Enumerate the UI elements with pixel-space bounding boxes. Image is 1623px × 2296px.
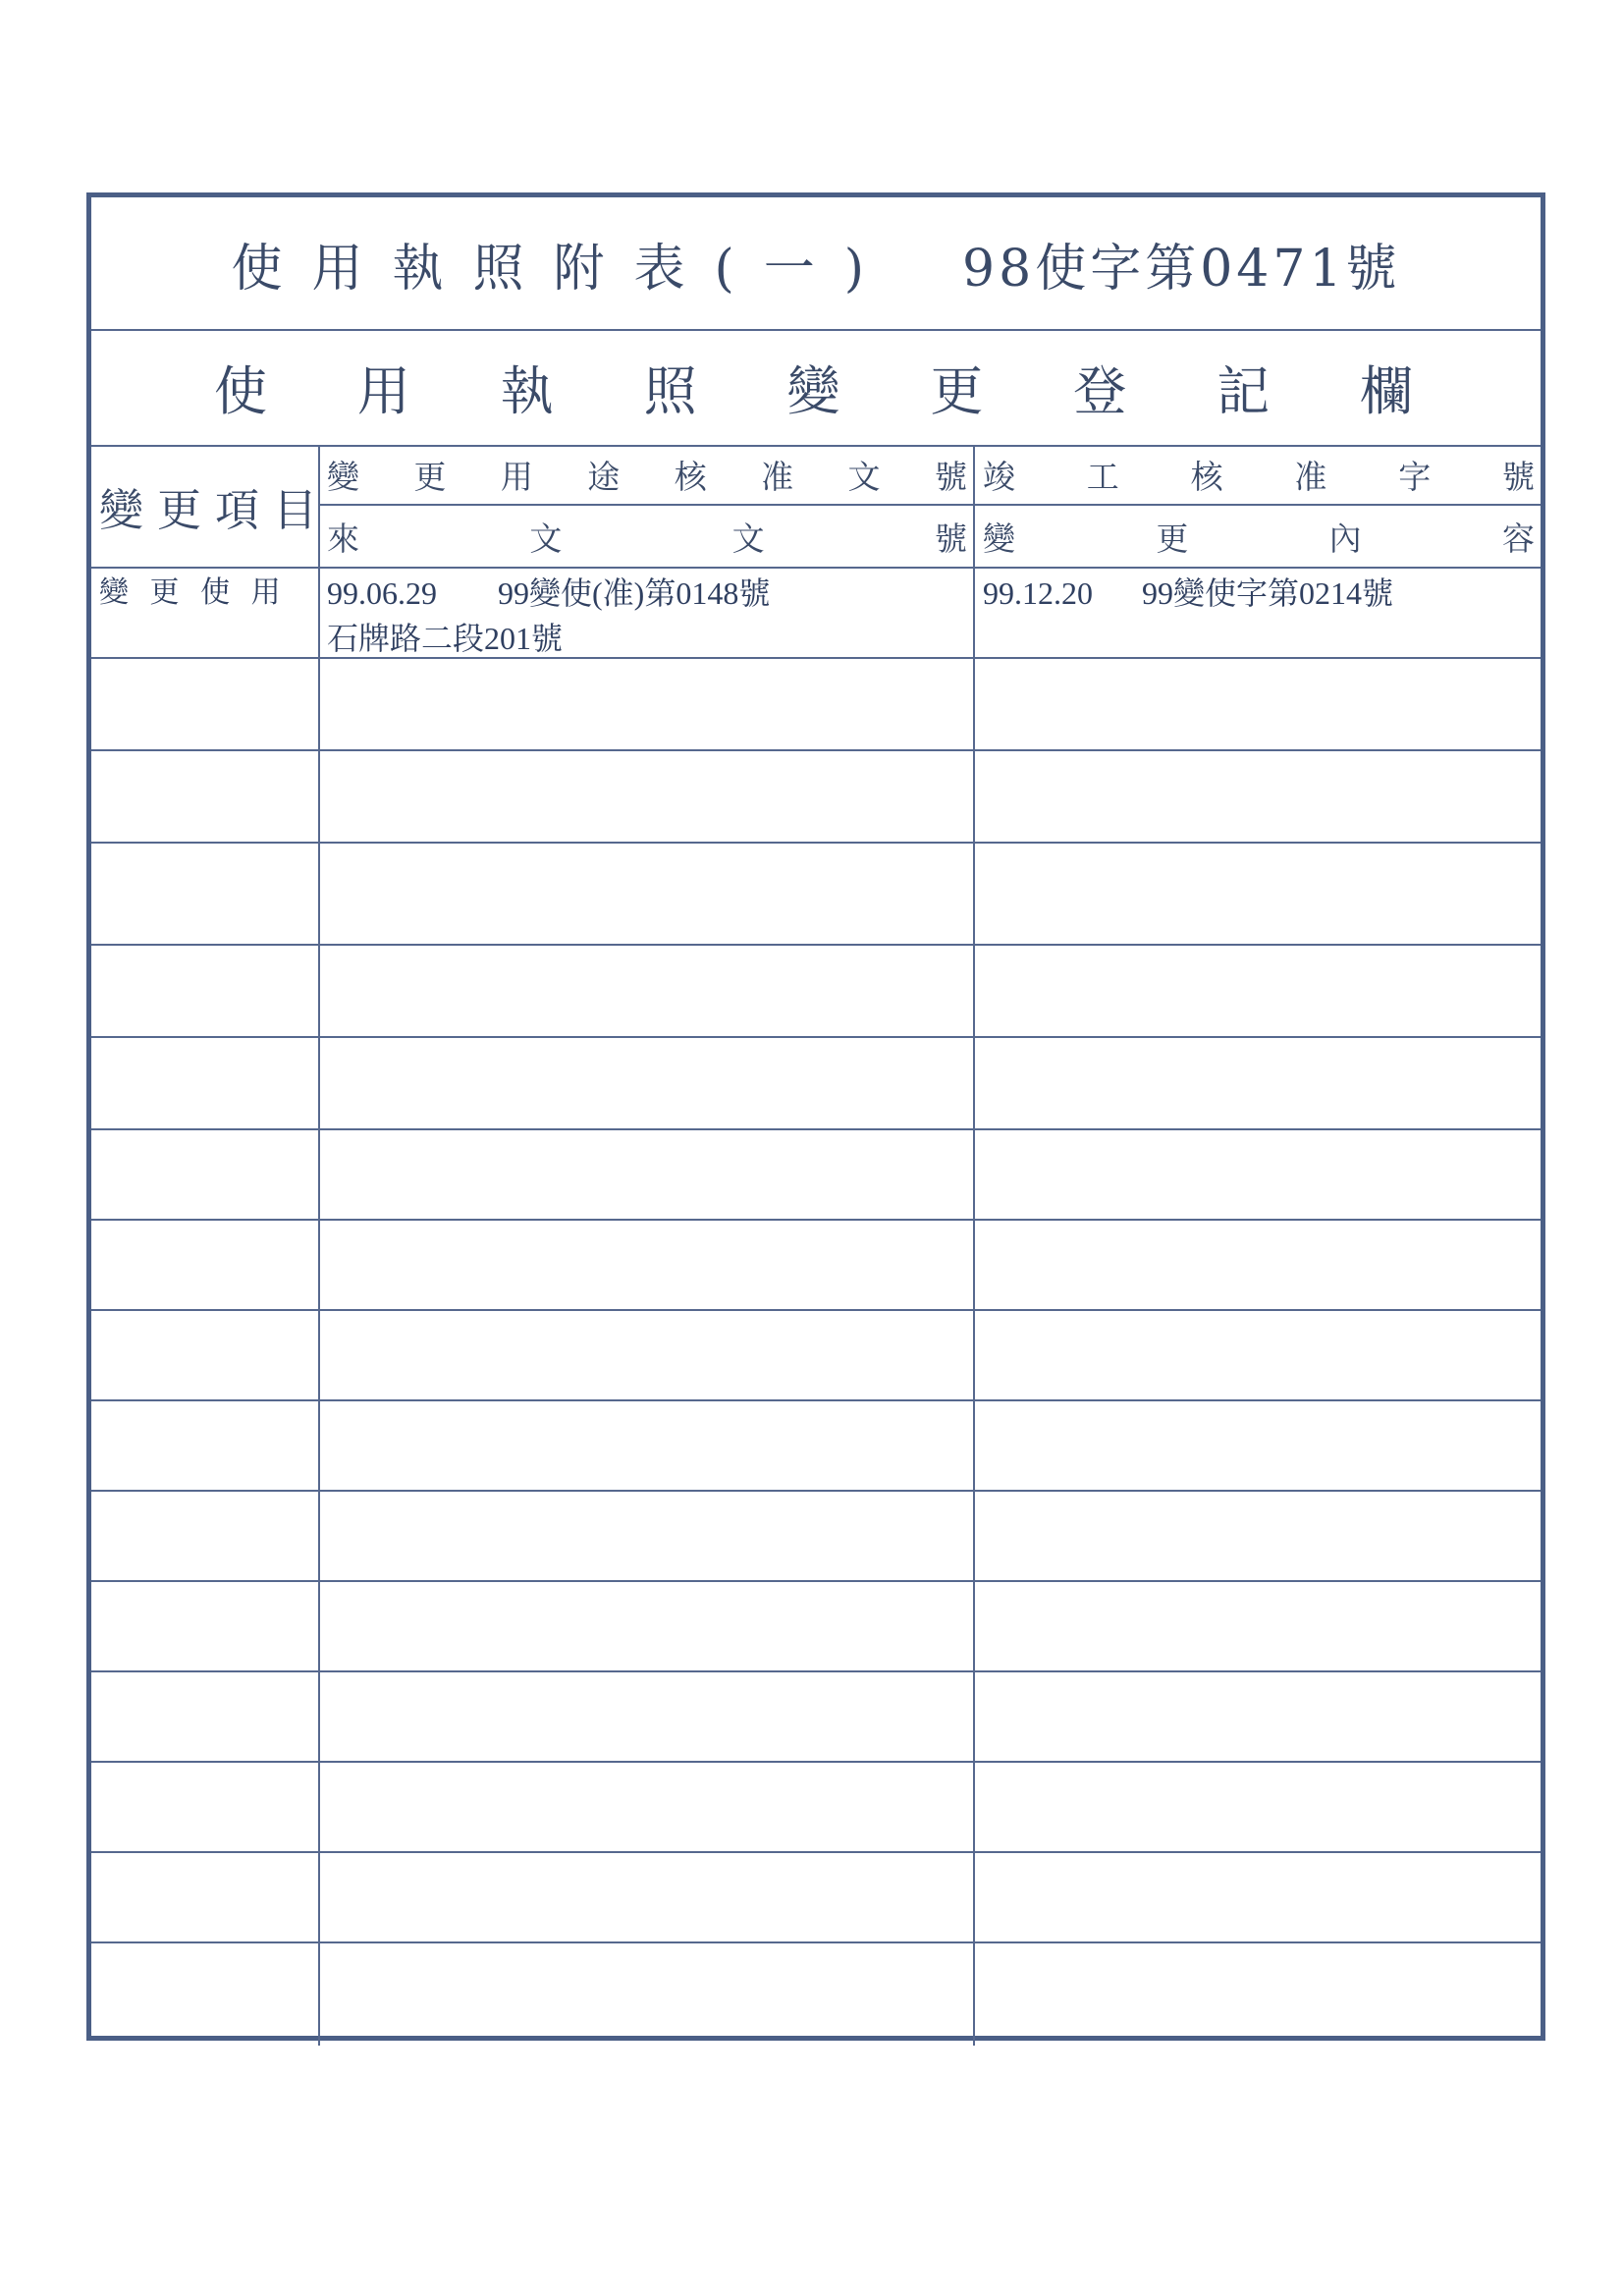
- header-char: 號: [934, 519, 967, 558]
- header-char: 內: [1328, 519, 1362, 558]
- header-char: 工: [1086, 457, 1119, 496]
- header-char: 竣: [983, 457, 1015, 496]
- divider: [91, 567, 1541, 569]
- header-char: 更: [156, 483, 201, 536]
- row-divider: [91, 842, 1541, 844]
- header-char: 字: [1398, 457, 1432, 496]
- row-divider: [91, 1670, 1541, 1672]
- row-divider: [91, 1219, 1541, 1221]
- header-char: 目: [272, 483, 317, 536]
- header-char: 來: [327, 519, 359, 558]
- header-change-item: [99, 445, 317, 567]
- license-number: 98使字第0471號: [962, 239, 1401, 299]
- row-divider: [91, 1490, 1541, 1492]
- header-char: 號: [934, 457, 967, 496]
- row-divider: [91, 1851, 1541, 1853]
- row-divider: [91, 1399, 1541, 1401]
- header-char: 項: [214, 483, 259, 536]
- completion-number: 99變使字第0214號: [1142, 575, 1394, 611]
- divider: [320, 504, 1541, 506]
- header-completion-no: [983, 445, 1535, 504]
- section-title: [91, 329, 1541, 445]
- header-char: 用: [500, 457, 533, 496]
- section-title-char: 欄: [1360, 359, 1413, 422]
- row-divider: [91, 1036, 1541, 1038]
- header-char: 文: [847, 457, 881, 496]
- row-divider: [91, 749, 1541, 751]
- header-char: 核: [1190, 457, 1223, 496]
- header-incoming-doc: [327, 506, 967, 567]
- approval-date: 99.06.29: [327, 575, 437, 611]
- row-divider: [91, 1761, 1541, 1763]
- register-table: [86, 192, 1545, 2041]
- section-title-char: 用: [356, 359, 410, 422]
- header-char: 文: [731, 519, 765, 558]
- section-title-char: 更: [930, 359, 984, 422]
- title-name: 使用執照附表(一): [231, 239, 894, 299]
- row-divider: [91, 1309, 1541, 1311]
- row-completion: [983, 571, 1533, 616]
- header-char: 准: [1294, 457, 1327, 496]
- section-title-char: 使: [214, 359, 267, 422]
- row-change-item: 變 更 使 用: [99, 575, 287, 610]
- section-title-char: 執: [500, 359, 554, 422]
- header-approval-doc: [327, 445, 967, 504]
- section-title-char: 記: [1217, 359, 1271, 422]
- approval-number: 99變使(准)第0148號: [498, 575, 771, 611]
- header-char: 文: [529, 519, 563, 558]
- header-char: 變: [327, 457, 359, 496]
- header-char: 變: [983, 519, 1015, 558]
- section-title-char: 變: [786, 359, 840, 422]
- completion-date: 99.12.20: [983, 575, 1093, 611]
- document-title: [91, 197, 1541, 329]
- row-divider: [91, 1128, 1541, 1130]
- header-char: 更: [1156, 519, 1189, 558]
- column-divider: [973, 445, 975, 2046]
- address: 石牌路二段201號: [327, 621, 564, 656]
- row-divider: [91, 657, 1541, 659]
- header-char: 號: [1501, 457, 1535, 496]
- header-char: 更: [413, 457, 447, 496]
- header-change-content: [983, 506, 1535, 567]
- header-char: 容: [1501, 519, 1535, 558]
- section-title-char: 登: [1073, 359, 1127, 422]
- header-char: 准: [761, 457, 794, 496]
- row-divider: [91, 1580, 1541, 1582]
- header-char: 變: [99, 483, 144, 536]
- row-divider: [91, 944, 1541, 946]
- header-char: 核: [674, 457, 707, 496]
- row-approval-doc: [327, 571, 965, 661]
- column-divider: [318, 445, 320, 2046]
- row-divider: [91, 1941, 1541, 1943]
- header-char: 途: [587, 457, 621, 496]
- section-title-char: 照: [643, 359, 697, 422]
